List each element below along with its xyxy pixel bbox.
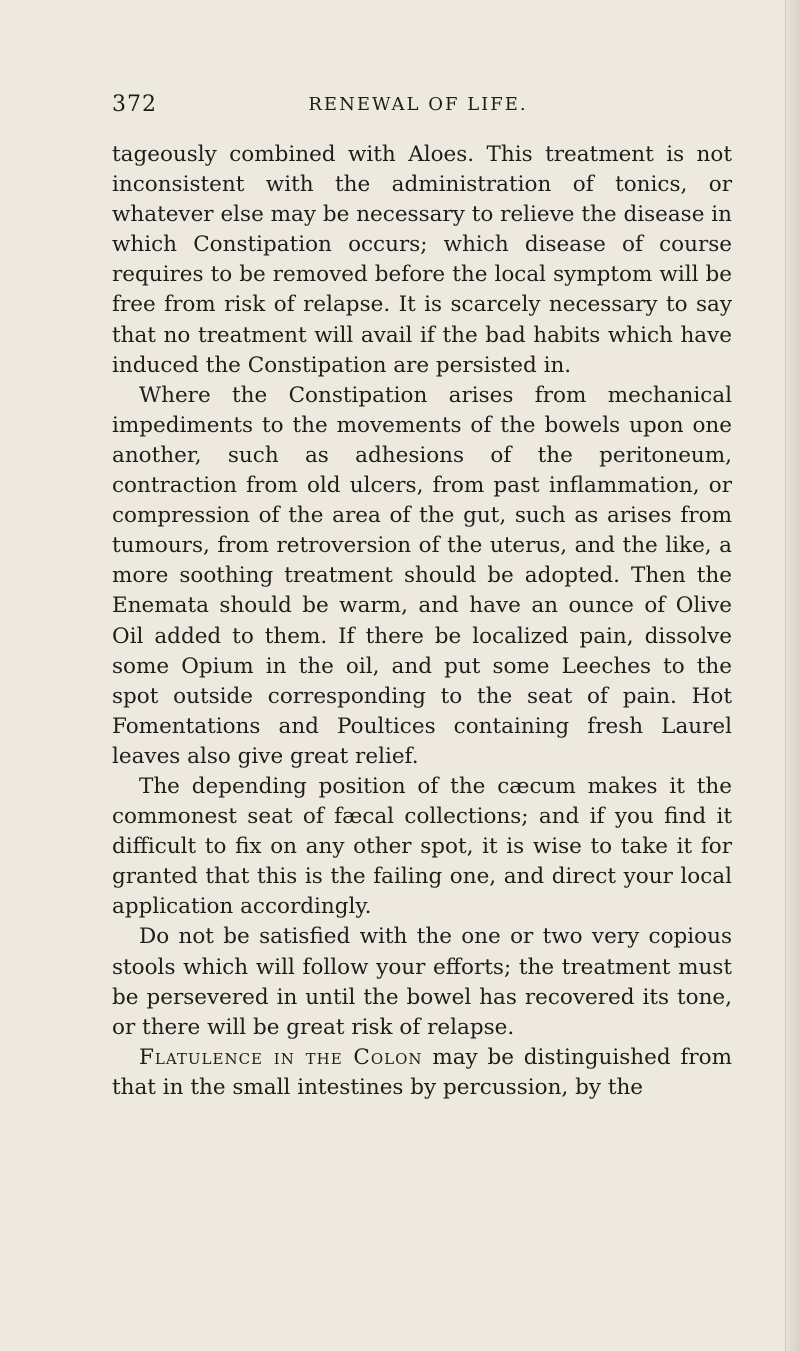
paragraph-persevere: Do not be satisfied with the one or two very copious stools which will follow your efforts; the treatment must be persevered in until the bowel has recovered its tone, or there will be great risk of relapse. [112,924,732,1040]
paragraph-flatulence-text: may be distinguished from that in the small intestines by percussion, by the [112,1044,732,1100]
paragraph-flatulence [112,1043,732,1103]
page-header [112,92,724,122]
paragraph-continuation: tageously combined with Aloes. This treatment is not inconsistent with the administration of tonics, or whatever else may be necessary to relieve the disease in which Constipation occurs; which disease of course requires to be removed before the local symptom will be free from risk of relapse. It is scarcely necessary to say that no treatment will avail if the bad habits which have induced the Constipation are persisted in. [112,142,732,378]
page-number: 372 [112,92,157,117]
running-head: RENEWAL OF LIFE. [308,94,528,115]
body-text [112,140,732,1103]
paragraph-caecum: The depending position of the cæcum makes it the commonest seat of fæcal collections; and if you find it difficult to fix on any other spot, it is wise to take it for granted that this is the failing one, and direct your local application accordingly. [112,773,732,920]
paragraph-mechanical-impediments: Where the Constipation arises from mechanical impediments to the movements of the bowels upon one another, such as adhesions of the peritoneum, contraction from old ulcers, from past inflammation, or compression of the area of the gut, such as arises from tumours, from retroversion of the uterus, and the like, a more soothing treatment should be adopted. Then the Enemata should be warm, and have an ounce of Olive Oil added to them. If there be localized pain, dissolve some Opium in the oil, and put some Leeches to the spot outside corresponding to the seat of pain. Hot Fomentations and Poultices containing fresh Laurel leaves also give great relief. [112,382,732,769]
small-caps-heading: Flatulence in the Colon [139,1044,423,1070]
page-edge [785,0,800,1351]
